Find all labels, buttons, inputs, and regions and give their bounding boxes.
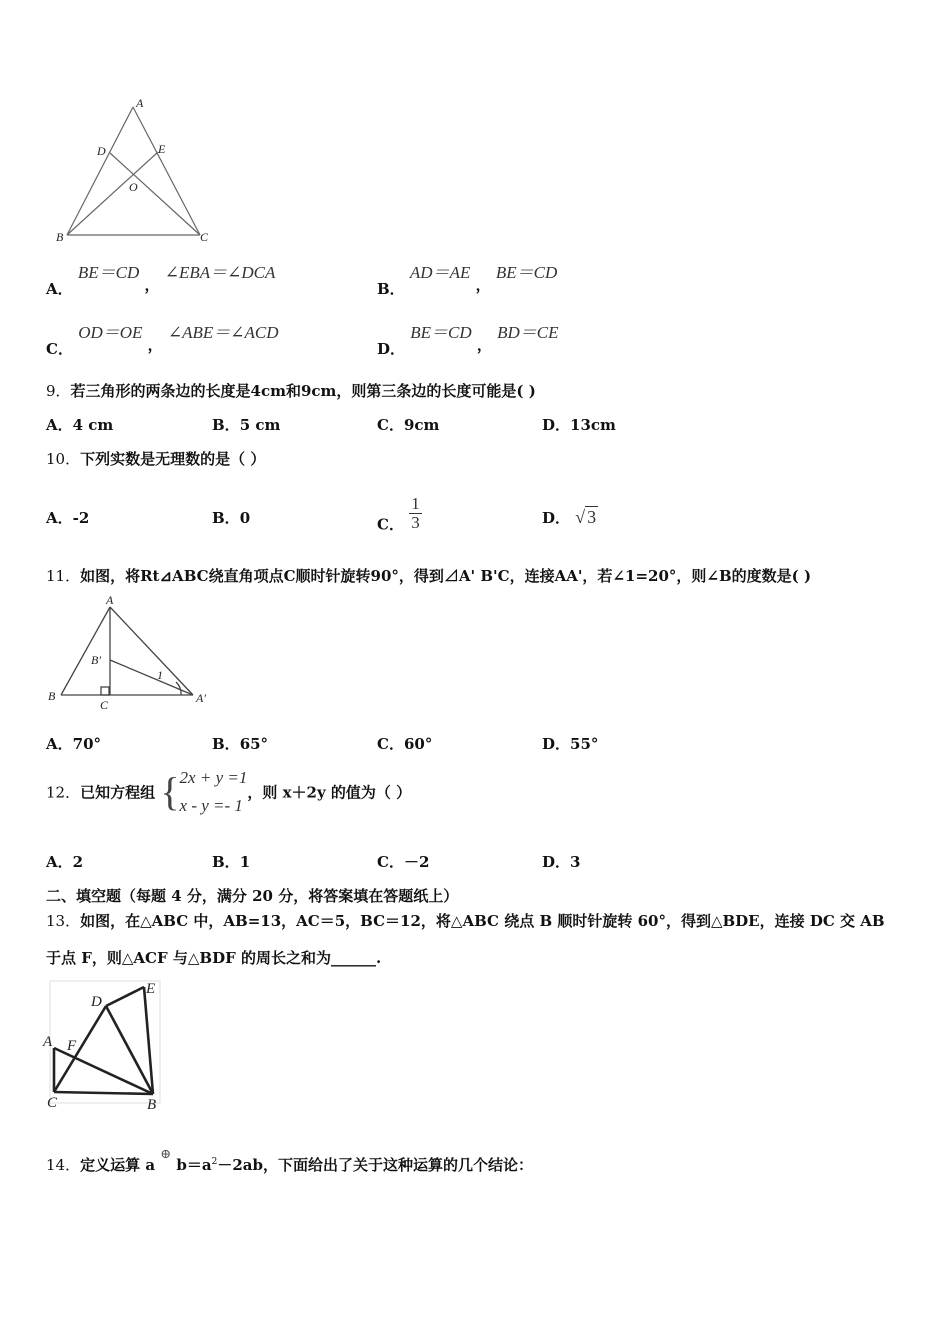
option-separator: ， bbox=[475, 276, 491, 294]
option-separator: ， bbox=[147, 336, 163, 354]
label-B: B bbox=[48, 689, 56, 703]
option-text: -2 bbox=[72, 509, 90, 527]
square-root bbox=[575, 506, 598, 527]
q10-option-d[interactable] bbox=[542, 507, 598, 528]
q11-option-a[interactable] bbox=[46, 733, 101, 754]
option-text: 55° bbox=[570, 735, 599, 753]
q10-option-c[interactable] bbox=[377, 494, 422, 544]
label-B: B bbox=[147, 1097, 157, 1113]
question-14 bbox=[46, 1147, 534, 1175]
system-brace: { bbox=[160, 769, 180, 814]
fraction-denominator: 3 bbox=[411, 513, 420, 532]
label-B-prime: B′ bbox=[91, 653, 101, 667]
option-math-1: AD＝AE bbox=[409, 263, 471, 282]
option-text: 13cm bbox=[570, 416, 616, 434]
question-number: 12． bbox=[46, 783, 81, 802]
option-text: －2 bbox=[403, 853, 430, 871]
question-13 bbox=[46, 910, 885, 931]
option-math-1: OD＝OE bbox=[78, 323, 143, 342]
q8-option-d[interactable] bbox=[377, 318, 559, 358]
q11-option-d[interactable] bbox=[542, 733, 598, 754]
option-letter: C． bbox=[377, 515, 404, 534]
question-text-part1: 定义运算 a bbox=[80, 1156, 156, 1174]
option-letter: D． bbox=[377, 340, 406, 358]
option-letter: C． bbox=[377, 853, 404, 871]
option-math-1: BE＝CD bbox=[77, 263, 140, 282]
label-F: F bbox=[67, 1038, 77, 1054]
option-text: 60° bbox=[403, 735, 433, 753]
option-letter: A． bbox=[46, 416, 73, 434]
option-letter: A． bbox=[46, 735, 73, 753]
option-text: 0 bbox=[239, 509, 251, 527]
radical-sign: √ bbox=[575, 507, 586, 527]
q10-option-a[interactable] bbox=[46, 507, 89, 528]
option-letter: A． bbox=[46, 509, 73, 527]
question-number: 13． bbox=[46, 912, 81, 930]
label-C: C bbox=[100, 698, 109, 712]
option-separator: ， bbox=[476, 336, 492, 354]
option-letter: D． bbox=[542, 509, 571, 527]
question-9 bbox=[46, 380, 536, 401]
q9-option-b[interactable] bbox=[212, 414, 280, 435]
option-letter: B． bbox=[212, 509, 240, 527]
question-text: 下列实数是无理数的是（ ） bbox=[80, 450, 266, 468]
equation-2: x - y =- 1 bbox=[179, 796, 243, 815]
question-13-line2: 于点 F，则△ACF 与△BDF 的周长之和为______. bbox=[46, 949, 382, 967]
question-11 bbox=[46, 565, 811, 586]
question-text-line1: 如图，在△ABC 中，AB=13，AC＝5，BC＝12，将△ABC 绕点 B 顺时针旋转 60°，得到△BDE，连接 DC 交 AB bbox=[80, 912, 885, 930]
option-letter: C． bbox=[46, 340, 73, 358]
equation-1: 2x + y =1 bbox=[179, 768, 248, 787]
q8-option-b[interactable] bbox=[377, 258, 558, 298]
label-B: B bbox=[56, 230, 64, 244]
question-text-part3: －2ab，下面给出了关于这种运算的几个结论： bbox=[217, 1156, 534, 1174]
option-text: 9cm bbox=[403, 416, 440, 434]
q12-option-d[interactable] bbox=[542, 851, 580, 872]
label-O: O bbox=[129, 180, 138, 194]
label-C: C bbox=[47, 1095, 58, 1111]
question-number: 11． bbox=[46, 567, 81, 585]
rotation-figure-q13 bbox=[40, 978, 165, 1113]
fraction-numerator: 1 bbox=[411, 494, 420, 513]
option-text: 2 bbox=[72, 853, 84, 871]
option-text: 4 cm bbox=[72, 416, 114, 434]
option-math-1: BE＝CD bbox=[410, 323, 472, 342]
label-A: A bbox=[106, 593, 114, 607]
q11-option-b[interactable] bbox=[212, 733, 268, 754]
question-10 bbox=[46, 448, 265, 469]
label-one: 1 bbox=[157, 668, 163, 682]
section-title: 二、填空题（每题 4 分，满分 20 分，将答案填在答题纸上） bbox=[46, 887, 459, 905]
radicand: 3 bbox=[587, 507, 597, 527]
operator-circle-plus-icon: ⊕ bbox=[160, 1147, 172, 1162]
option-text: 3 bbox=[570, 853, 581, 871]
q12-option-c[interactable] bbox=[377, 851, 429, 872]
q9-option-c[interactable] bbox=[377, 414, 439, 435]
label-A: A bbox=[43, 1034, 53, 1050]
label-C: C bbox=[200, 230, 209, 244]
equation-system bbox=[180, 764, 248, 820]
option-math-2: BE＝CD bbox=[495, 263, 558, 282]
q11-option-c[interactable] bbox=[377, 733, 432, 754]
label-A-prime: A′ bbox=[196, 691, 206, 705]
question-text-before: 已知方程组 bbox=[80, 783, 156, 802]
question-text: 若三角形的两条边的长度是4cm和9cm，则第三条边的长度可能是( ) bbox=[70, 382, 536, 400]
label-A: A bbox=[136, 96, 144, 110]
rotation-figure-q11 bbox=[45, 592, 220, 717]
option-letter: B． bbox=[212, 416, 240, 434]
option-math-2: ∠EBA＝∠DCA bbox=[164, 263, 276, 282]
question-text-part2: b＝a bbox=[176, 1156, 212, 1174]
option-text: 65° bbox=[239, 735, 269, 753]
option-letter: D． bbox=[542, 416, 571, 434]
option-letter: B． bbox=[212, 735, 240, 753]
option-letter: A． bbox=[46, 280, 73, 298]
label-D: D bbox=[91, 994, 102, 1010]
fraction bbox=[409, 495, 422, 532]
option-letter: A． bbox=[46, 853, 73, 871]
option-letter: D． bbox=[542, 735, 571, 753]
question-12 bbox=[46, 764, 411, 820]
label-E: E bbox=[158, 142, 166, 156]
option-math-2: BD＝CE bbox=[497, 323, 559, 342]
option-letter: C． bbox=[377, 416, 404, 434]
q9-option-d[interactable] bbox=[542, 414, 616, 435]
label-E: E bbox=[146, 981, 156, 997]
option-letter: C． bbox=[377, 735, 404, 753]
question-number: 10． bbox=[46, 450, 81, 468]
q12-option-b[interactable] bbox=[212, 851, 250, 872]
option-text: 5 cm bbox=[239, 416, 281, 434]
option-letter: B． bbox=[212, 853, 240, 871]
option-letter: D． bbox=[542, 853, 571, 871]
question-number: 14． bbox=[46, 1156, 81, 1174]
q8-option-c[interactable] bbox=[46, 318, 279, 358]
option-letter: B． bbox=[377, 280, 405, 298]
question-text-after: ，则 x＋2y 的值为（ ） bbox=[247, 783, 412, 802]
option-text: 1 bbox=[239, 853, 251, 871]
option-separator: ， bbox=[144, 276, 160, 294]
option-math-2: ∠ABE＝∠ACD bbox=[167, 323, 279, 342]
superscript: 2 bbox=[211, 1157, 218, 1167]
triangle-figure-q8 bbox=[50, 95, 220, 250]
q9-option-a[interactable] bbox=[46, 414, 113, 435]
q10-option-b[interactable] bbox=[212, 507, 250, 528]
q12-option-a[interactable] bbox=[46, 851, 83, 872]
option-text: 70° bbox=[72, 735, 102, 753]
question-text: 如图，将Rt⊿ABC绕直角项点C顺时针旋转90°，得到⊿A' B'C，连接AA'，若∠1=20°，则∠B的度数是( ) bbox=[80, 567, 812, 585]
q8-option-a[interactable] bbox=[46, 258, 276, 298]
label-D: D bbox=[97, 144, 106, 158]
question-number: 9． bbox=[46, 382, 71, 400]
